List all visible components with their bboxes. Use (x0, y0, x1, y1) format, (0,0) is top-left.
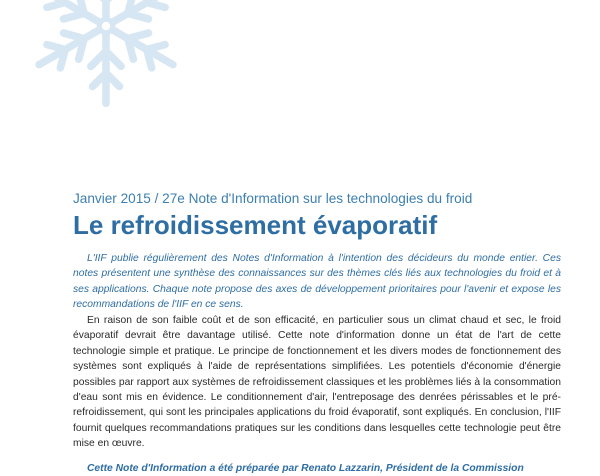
issue-subtitle: Janvier 2015 / 27e Note d'Information sur les technologies du froid (73, 191, 473, 206)
page-title: Le refroidissement évaporatif (73, 210, 438, 240)
body-paragraph: En raison de son faible coût et de son efficacité, en particulier sous un climat chaud et sec, le froid évaporatif devrait être davantage utilisé. Cette note d'information donne un état de l'art de cette technologie simple et pratique. Le principe de fonctionnement et les divers modes de fonctionnement des systèmes sont expliqués à l'aide de représentations simplifiées. Les potentiels d'économie d'énergie possibles par rapport aux systèmes de refroidissement classiques et les problèmes liés à la consommation d'eau sont mis en évidence. Le conditionnement d'air, l'entreposage des denrées périssables et le pré-refroidissement, qui sont les principales applications du froid évaporatif, sont expliqués. En conclusion, l'IIF fournit quelques recommandations pratiques sur les conditions dans lesquelles cette technologie peut être mise en œuvre. (73, 315, 561, 450)
snowflake-icon (22, 0, 190, 110)
intro-paragraph: L'IIF publie régulièrement des Notes d'Information à l'intention des décideurs du monde entier. Ces notes présentent une synthèse des connaissances sur des thèmes clés liés aux technologies du froid et à ses applications. Chaque note propose des axes de développement prioritaires pour l'avenir et expose les recommandations de l'IIF en ce sens. (73, 253, 561, 311)
credit-line: Cette Note d'Information a été préparée par Renato Lazzarin, Président de la Commission (87, 463, 524, 474)
